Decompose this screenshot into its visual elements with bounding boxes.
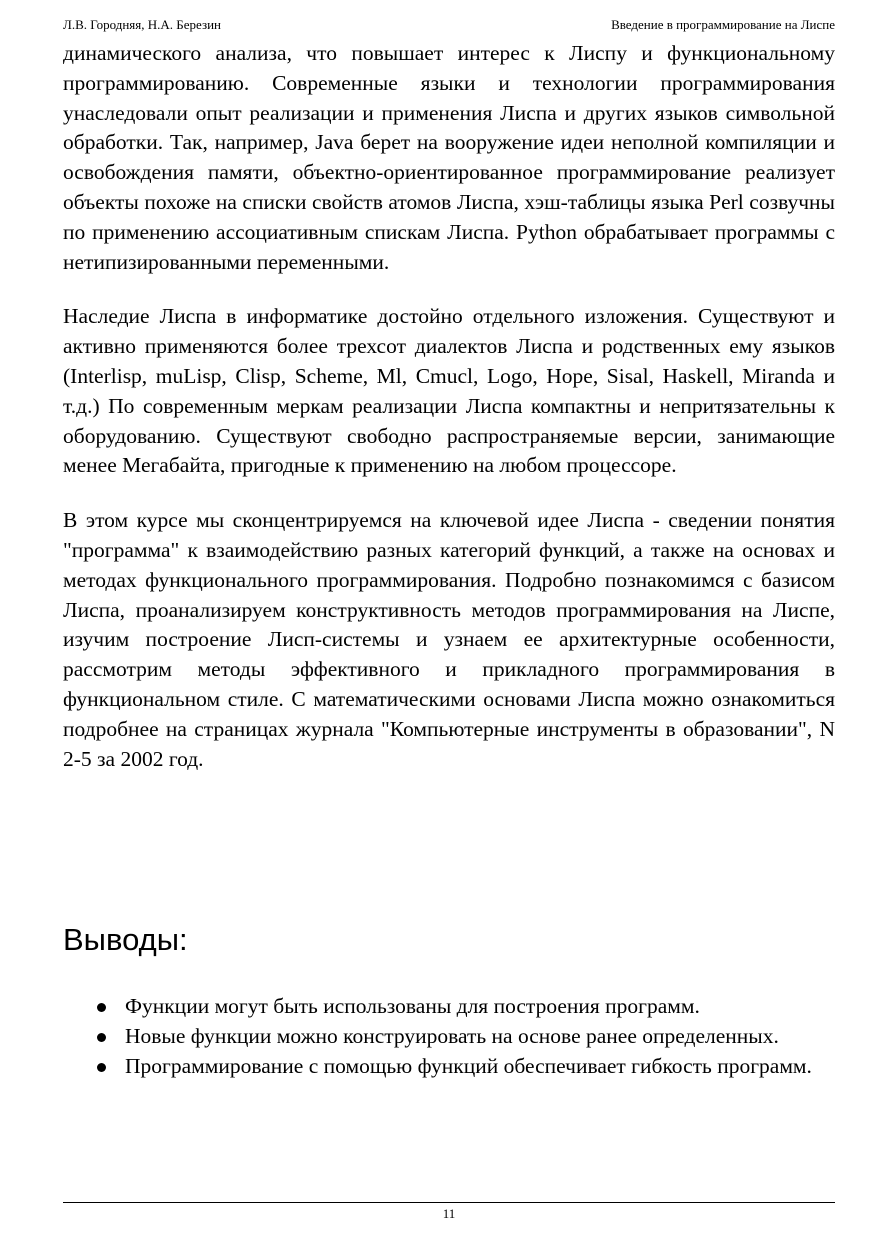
list-item [63, 1022, 835, 1052]
paragraph: В этом курсе мы сконцентрируемся на ключевой идее Лиспа - сведении понятия "программа" к взаимодействию разных категорий функций, а также на основах и методах функционального программирования. Подробно познакомимся с базисом Лиспа, проанализируем конструктивность методов программирования на Лиспе, изучим построение Лисп-системы и узнаем ее архитектурные особенности, рассмотрим методы эффективного и прикладного программирования в функциональном стиле. С математическими основами Лиспа можно ознакомиться подробнее на страницах журнала "Компьютерные инструменты в образовании", N 2-5 за 2002 год. [63, 508, 835, 771]
bullet-icon [97, 1003, 106, 1012]
list-item-text: Программирование с помощью функций обеспечивает гибкость программ. [125, 1053, 812, 1078]
bullet-icon [97, 1063, 106, 1072]
conclusions-list [63, 992, 835, 1081]
header-book-title: Введение в программирование на Лиспе [611, 17, 835, 32]
list-item [63, 992, 835, 1022]
list-item [63, 1052, 835, 1082]
header-authors: Л.В. Городняя, Н.А. Березин [63, 17, 222, 32]
list-item-text: Функции могут быть использованы для построения программ. [125, 994, 700, 1018]
list-item-text: Новые функции можно конструировать на основе ранее определенных. [125, 1023, 779, 1048]
body-text [63, 39, 835, 799]
bullet-icon [97, 1033, 106, 1042]
paragraph: Наследие Лиспа в информатике достойно отдельного изложения. Существуют и активно применяются более трехсот диалектов Лиспа и родственных ему языков (Interlisp, muLisp, Clisp, Scheme, Ml, Cmucl, Logo, Hope, Sisal, Haskell, Miranda и т.д.) По современным меркам реализации Лиспа компактны и непритязательны к оборудованию. Существуют свободно распространяемые версии, занимающие менее Мегабайта, пригодные к применению на любом процессоре. [63, 304, 835, 478]
paragraph: динамического анализа, что повышает интерес к Лиспу и функциональному программированию. Современные языки и технологии программирования унаследовали опыт реализации и применения Лиспа и других языков символьной обработки. Так, например, Java берет на вооружение идеи неполной компиляции и освобождения памяти, объектно-ориентированное программирование реализует объекты похоже на списки свойств атомов Лиспа, хэш-таблицы языка Perl созвучны по применению ассоциативным спискам Лиспа. Python обрабатывает программы с нетипизированными переменными. [63, 41, 835, 274]
page-number: 11 [442, 1206, 456, 1221]
running-header [63, 17, 835, 33]
footer-divider [63, 1202, 835, 1203]
conclusions-heading: Выводы: [63, 922, 188, 957]
